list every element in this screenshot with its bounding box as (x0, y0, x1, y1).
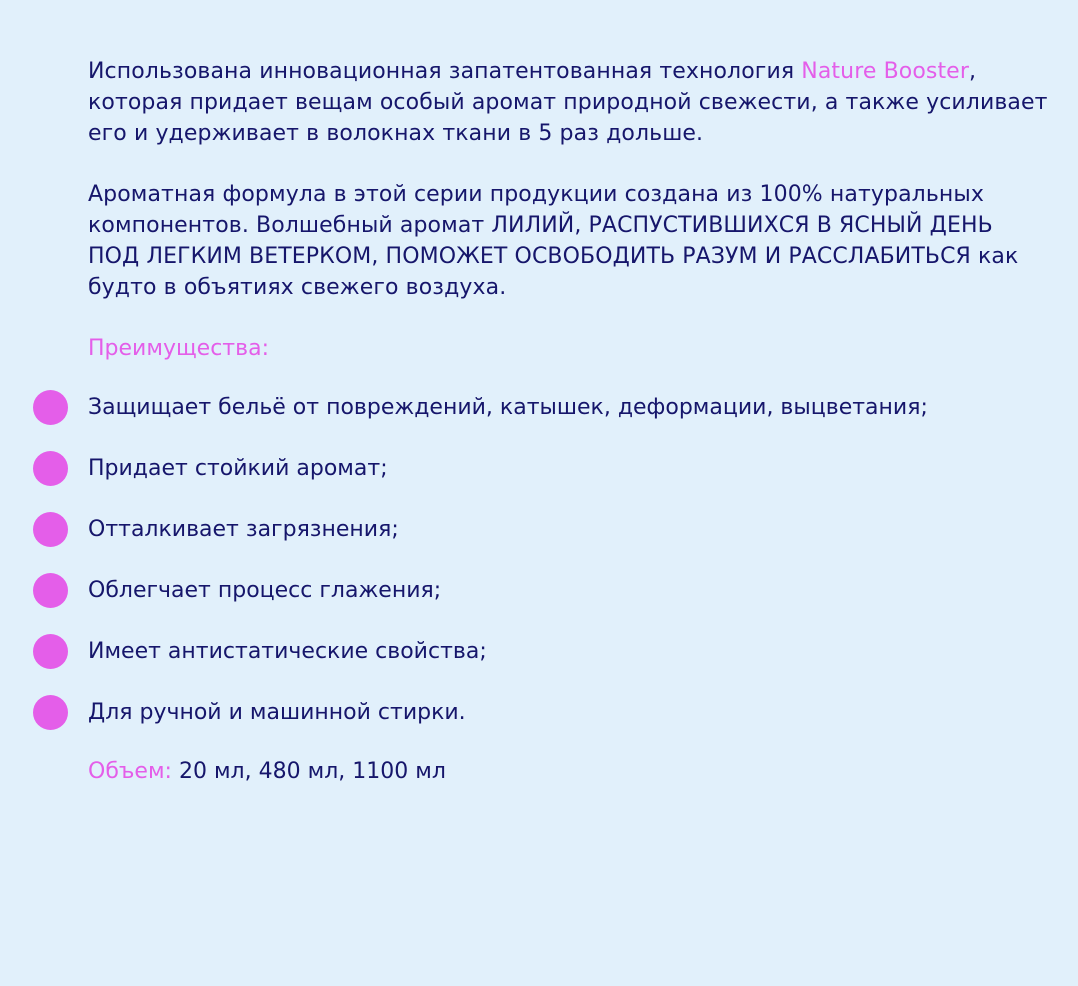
bullet-dot-icon (33, 695, 68, 730)
benefit-item (88, 514, 1048, 575)
volume-label: Объем: (88, 759, 172, 784)
benefit-text: Отталкивает загрязнения; (88, 517, 399, 542)
intro-text-after: , которая придает вещам особый аромат природной свежести, а также усиливает его и удерживает в волокнах ткани в 5 раз дольше. (88, 59, 1048, 146)
benefit-text: Придает стойкий аромат; (88, 456, 388, 481)
benefit-text: Защищает бельё от повреждений, катышек, деформации, выцветания; (88, 395, 928, 420)
bullet-dot-icon (33, 390, 68, 425)
intro-paragraph (88, 56, 1048, 149)
brand-name: Nature Booster (801, 59, 969, 84)
volume-info (88, 756, 1048, 787)
benefit-item (88, 636, 1048, 697)
intro-text-before: Использована инновационная запатентованная технология (88, 59, 802, 84)
benefit-item (88, 575, 1048, 636)
product-description (88, 56, 1048, 787)
benefit-item (88, 697, 1048, 758)
volume-value: 20 мл, 480 мл, 1100 мл (171, 759, 446, 784)
benefit-text: Для ручной и машинной стирки. (88, 700, 466, 725)
bullet-dot-icon (33, 634, 68, 669)
benefits-list (88, 392, 1048, 758)
benefit-text: Имеет антистатические свойства; (88, 639, 487, 664)
bullet-dot-icon (33, 451, 68, 486)
benefit-text: Облегчает процесс глажения; (88, 578, 442, 603)
benefits-heading: Преимущества: (88, 336, 269, 361)
aroma-paragraph: Ароматная формула в этой серии продукции создана из 100% натуральных компонентов. Волшебный аромат ЛИЛИЙ, РАСПУСТИВШИХСЯ В ЯСНЫЙ ДЕНЬ ПОД ЛЕГКИМ ВЕТЕРКОМ, ПОМОЖЕТ ОСВОБОДИТЬ РАЗУМ И РАССЛАБИТЬСЯ как будто в объятиях свежего воздуха. (88, 182, 1019, 300)
bullet-dot-icon (33, 573, 68, 608)
benefit-item (88, 453, 1048, 514)
benefit-item (88, 392, 1048, 453)
bullet-dot-icon (33, 512, 68, 547)
